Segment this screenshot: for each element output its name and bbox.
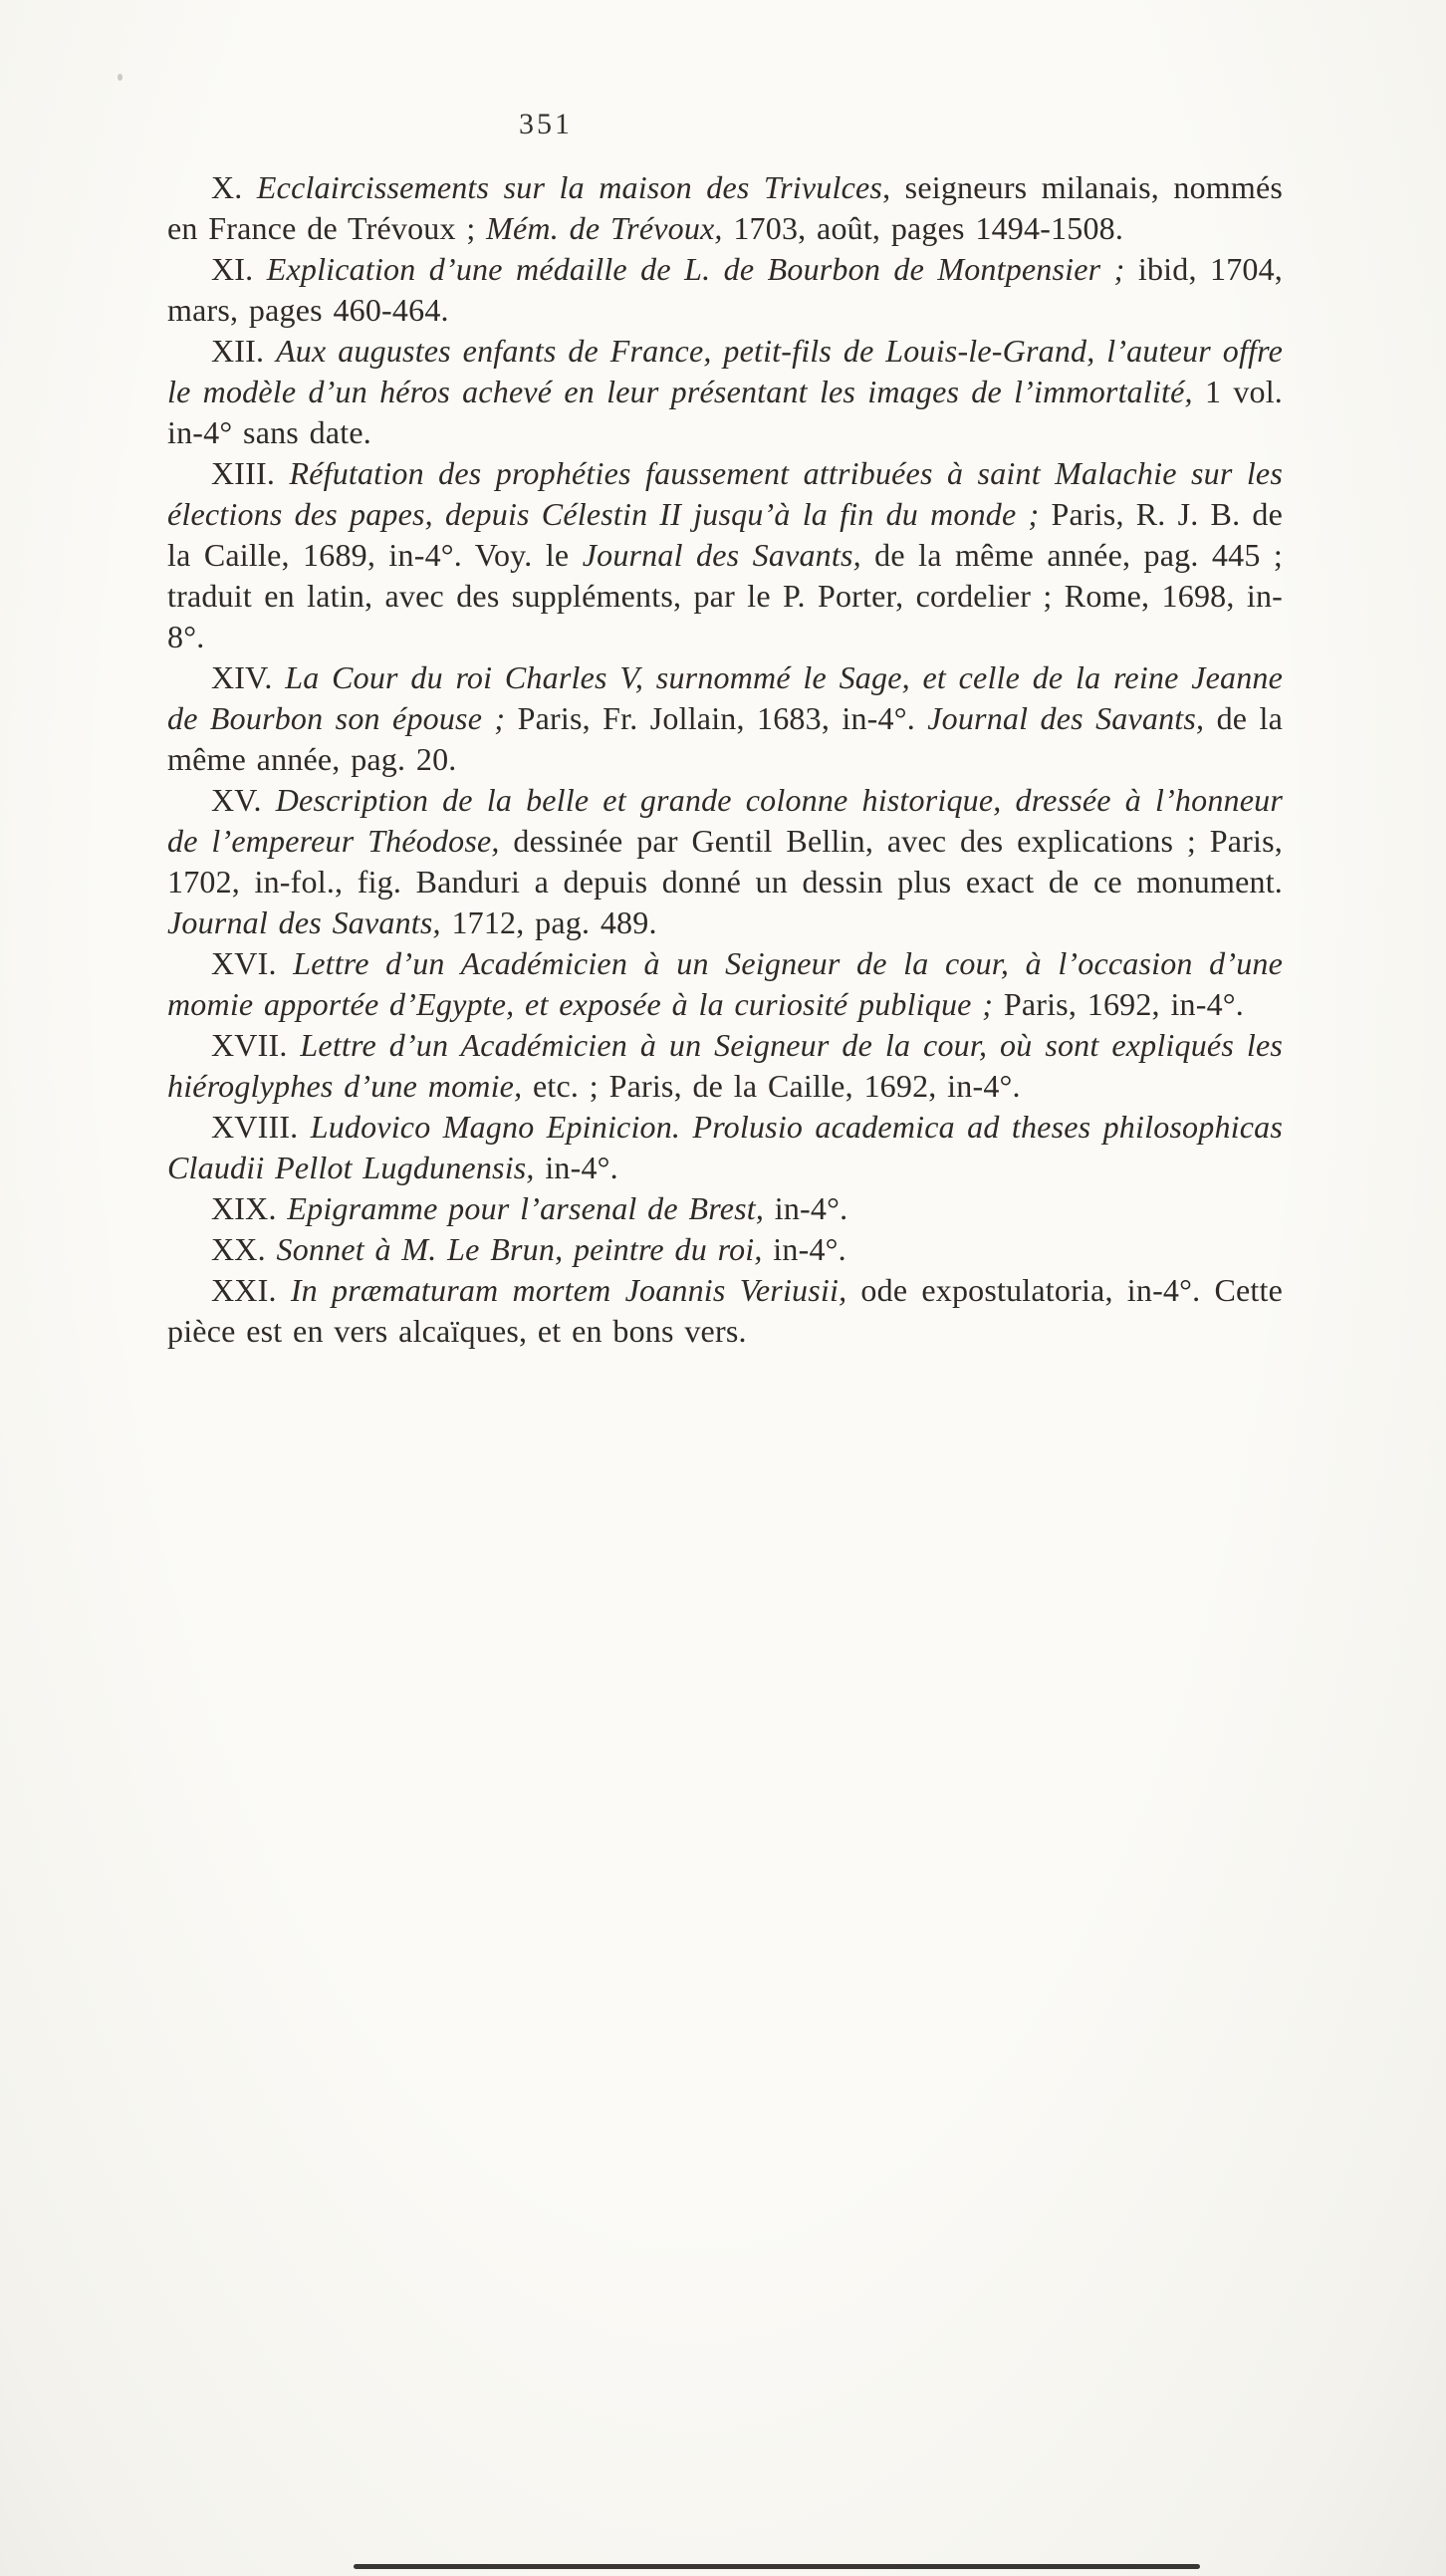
title-text-segment: Lettre d’un Académicien à un Seigneur de la cour, où sont expliqués les hiéroglyphes d’une momie, xyxy=(167,1027,1284,1104)
plain-text-segment: Paris, 1692, in-4°. xyxy=(993,986,1244,1022)
title-text-segment: Explication d’une médaille de L. de Bourbon de Montpensier ; xyxy=(266,251,1125,287)
bibliography-entry-XVII xyxy=(167,1025,1283,1107)
plain-text-segment: XIII. xyxy=(211,455,290,491)
bibliography-entry-XVIII xyxy=(167,1107,1283,1188)
title-text-segment: Journal des Savants, xyxy=(167,904,441,940)
plain-text-segment: in-4°. xyxy=(764,1190,848,1226)
bibliography-entry-XIX xyxy=(167,1188,1283,1229)
plain-text-segment: 1703, août, pages 1494-1508. xyxy=(722,210,1124,246)
title-text-segment: Epigramme pour l’arsenal de Brest, xyxy=(287,1190,765,1226)
plain-text-segment: XV. xyxy=(211,782,276,818)
plain-text-segment: in-4°. xyxy=(534,1150,618,1185)
page-number: 351 xyxy=(519,108,573,140)
plain-text-segment: dessinée par Gentil Bellin, avec des explications ; Paris, 1702, in-fol., fig. Banduri a depuis donné un dessin plus exact de ce monument. xyxy=(167,823,1283,900)
bibliography-entry-XI xyxy=(167,249,1283,331)
plain-text-segment: XVIII. xyxy=(211,1109,311,1145)
plain-text-segment: de la même année, pag. 20. xyxy=(167,700,1284,777)
title-text-segment: Journal des Savants, xyxy=(927,700,1205,736)
printed-area xyxy=(167,108,1283,1352)
bibliography-entry-XIII xyxy=(167,453,1283,657)
title-text-segment: La Cour du roi Charles V, surnommé le Sage, et celle de la reine Jeanne de Bourbon son épouse ; xyxy=(167,659,1284,736)
bibliography-entry-XII xyxy=(167,331,1283,453)
plain-text-segment: , seigneurs milanais, nommés en France de Trévoux ; xyxy=(167,169,1284,246)
text-block xyxy=(167,167,1283,1352)
plain-text-segment: XII. xyxy=(211,333,277,369)
title-text-segment: Aux augustes enfants de France, petit-fils de Louis-le-Grand, l’auteur offre le modèle d’un héros achevé en leur présentant les images de l’immortalité, xyxy=(167,333,1284,409)
plain-text-segment: X. xyxy=(211,169,257,205)
plain-text-segment: 1 vol. in-4° sans date. xyxy=(167,374,1284,450)
title-text-segment: Réfutation des prophéties faussement attribuées à saint Malachie sur les élections des papes, depuis Célestin II jusqu’à la fin du monde ; xyxy=(167,455,1283,532)
scan-noise-speck xyxy=(118,74,122,81)
plain-text-segment: in-4°. xyxy=(762,1231,846,1267)
title-text-segment: Ludovico Magno Epinicion. Prolusio academica ad theses philosophicas Claudii Pellot Lugdunensis, xyxy=(167,1109,1283,1185)
scan-artifact-line xyxy=(354,2564,1200,2569)
bibliography-entry-XVI xyxy=(167,943,1283,1025)
bibliography-entry-XX xyxy=(167,1229,1283,1270)
plain-text-segment: XVI. xyxy=(211,945,294,981)
plain-text-segment: Paris, Fr. Jollain, 1683, in-4°. xyxy=(505,700,928,736)
title-text-segment: Sonnet à M. Le Brun, peintre du roi, xyxy=(276,1231,763,1267)
plain-text-segment: XIV. xyxy=(211,659,286,695)
bibliography-entry-X xyxy=(167,167,1283,249)
plain-text-segment: XIX. xyxy=(211,1190,288,1226)
plain-text-segment: XXI. xyxy=(211,1272,291,1308)
title-text-segment: Lettre d’un Académicien à un Seigneur de la cour, à l’occasion d’une momie apportée d’Egypte, et exposée à la curiosité publique ; xyxy=(167,945,1283,1022)
bibliography-entry-XXI xyxy=(167,1270,1283,1352)
title-text-segment: Ecclaircissements sur la maison des Trivulces xyxy=(256,169,883,205)
bibliography-entry-XV xyxy=(167,780,1283,943)
plain-text-segment: Paris, R. J. B. de la Caille, 1689, in-4°. Voy. le xyxy=(167,496,1283,573)
plain-text-segment: 1712, pag. 489. xyxy=(440,904,657,940)
plain-text-segment: de la même année, pag. 445 ; traduit en latin, avec des suppléments, par le P. Porter, cordelier ; Rome, 1698, in-8°. xyxy=(167,537,1283,654)
plain-text-segment: etc. ; Paris, de la Caille, 1692, in-4°. xyxy=(522,1068,1021,1104)
title-text-segment: Journal des Savants, xyxy=(582,537,861,573)
plain-text-segment: ibid, 1704, mars, pages 460-464. xyxy=(167,251,1284,328)
plain-text-segment: XX. xyxy=(211,1231,277,1267)
plain-text-segment: XI. xyxy=(211,251,267,287)
title-text-segment: In præmaturam mortem Joannis Veriusii, xyxy=(290,1272,847,1308)
title-text-segment: Description de la belle et grande colonne historique, dressée à l’honneur de l’empereur Théodose, xyxy=(167,782,1283,859)
bibliography-entry-XIV xyxy=(167,657,1283,780)
title-text-segment: Mém. de Trévoux, xyxy=(486,210,723,246)
plain-text-segment: XVII. xyxy=(211,1027,301,1063)
plain-text-segment: ode expostulatoria, in-4°. Cette pièce est en vers alcaïques, et en bons vers. xyxy=(167,1272,1283,1349)
